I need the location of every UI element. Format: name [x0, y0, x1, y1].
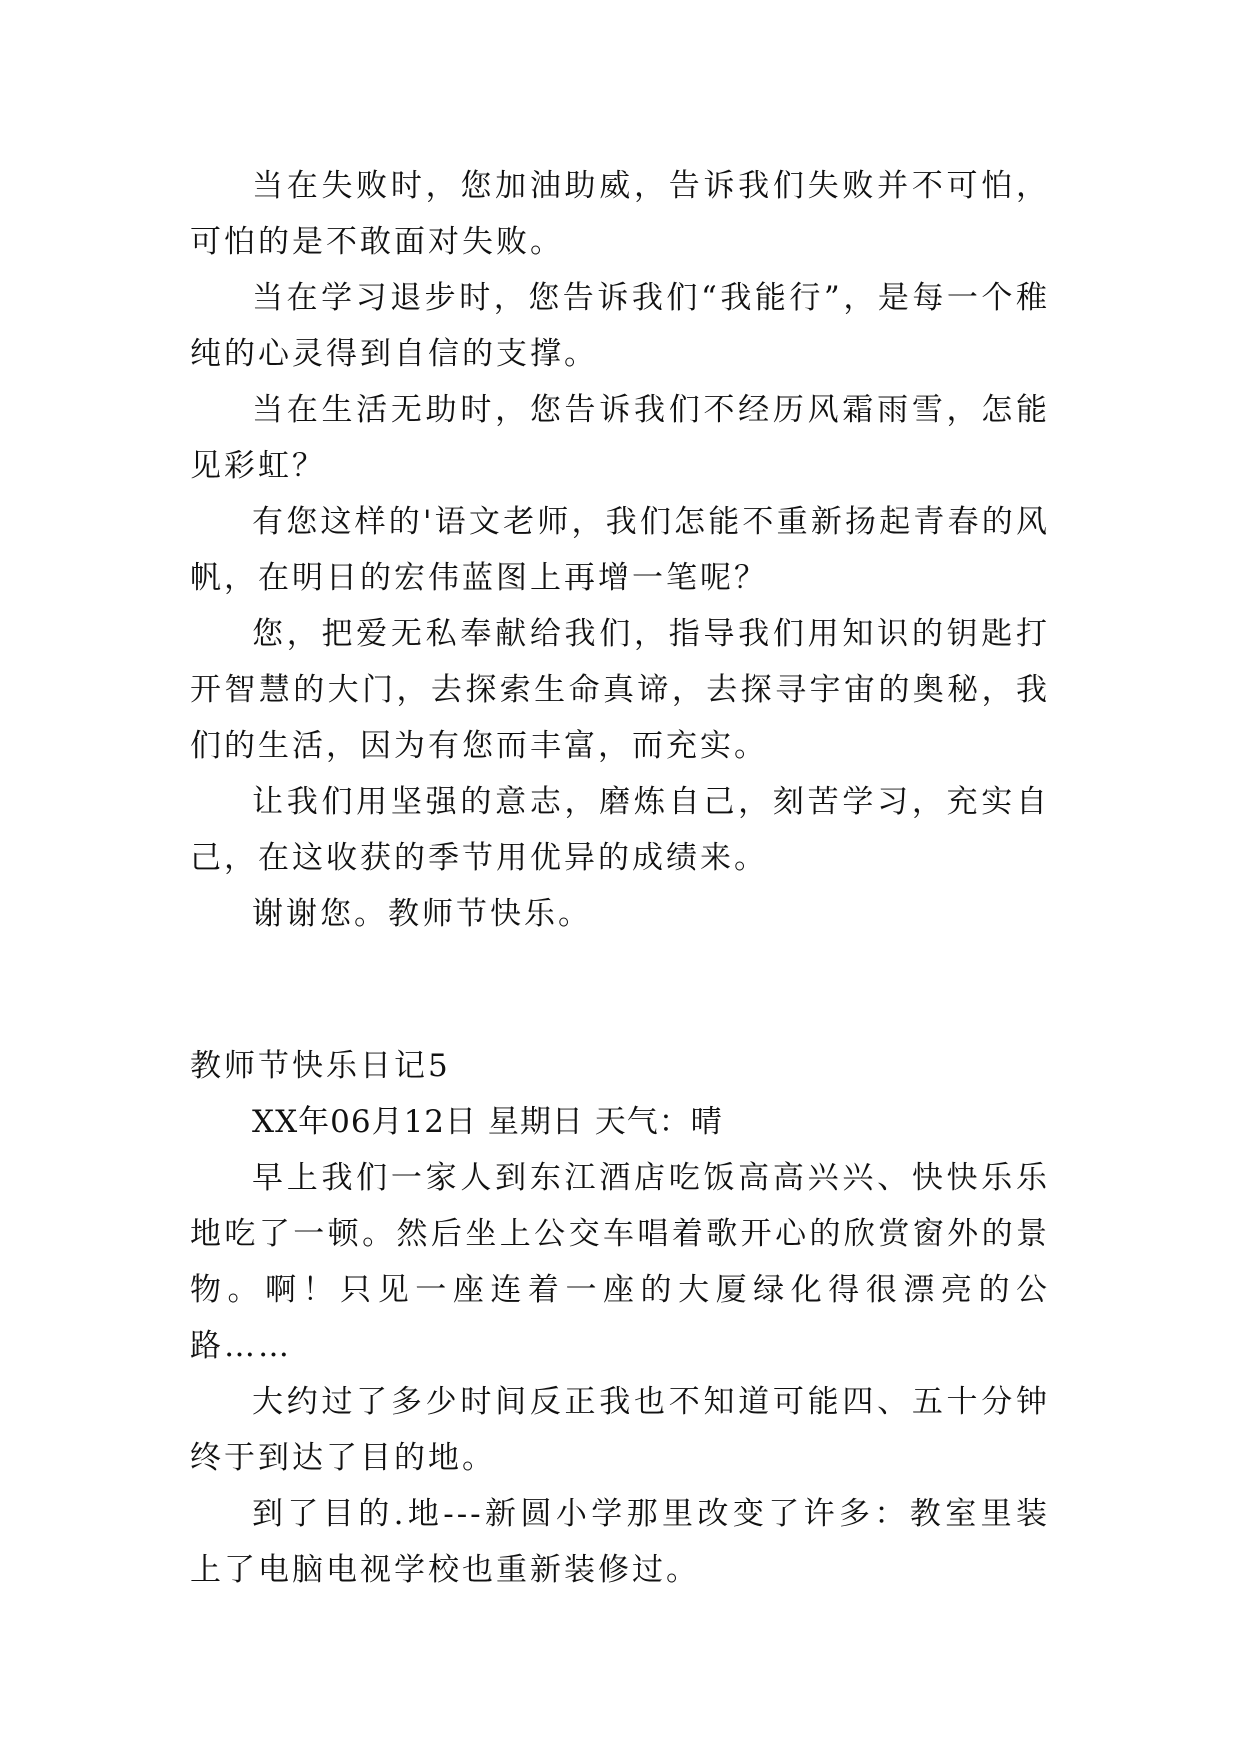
- paragraph: 当在学习退步时，您告诉我们“我能行”，是每一个稚纯的心灵得到自信的支撑。: [190, 280, 1050, 372]
- paragraph: 大约过了多少时间反正我也不知道可能四、五十分钟终于到达了目的地。: [190, 1384, 1050, 1476]
- document-body: [190, 158, 1050, 1598]
- paragraph: 到了目的.地---新圆小学那里改变了许多：教室里装上了电脑电视学校也重新装修过。: [190, 1496, 1050, 1588]
- paragraph: 当在失败时，您加油助威，告诉我们失败并不可怕，可怕的是不敢面对失败。: [190, 168, 1050, 260]
- paragraph: 有您这样的'语文老师，我们怎能不重新扬起青春的风帆，在明日的宏伟蓝图上再增一笔呢？: [190, 504, 1050, 596]
- diary-title: 教师节快乐日记5: [190, 1048, 451, 1084]
- paragraph: 当在生活无助时，您告诉我们不经历风霜雨雪，怎能见彩虹？: [190, 392, 1050, 484]
- paragraph: 您，把爱无私奉献给我们，指导我们用知识的钥匙打开智慧的大门，去探索生命真谛，去探寻宇宙的奥秘，我们的生活，因为有您而丰富，而充实。: [190, 616, 1050, 764]
- diary-date-line: XX年06月12日 星期日 天气：晴: [252, 1104, 723, 1140]
- paragraph: 让我们用坚强的意志，磨炼自己，刻苦学习，充实自己，在这收获的季节用优异的成绩来。: [190, 784, 1050, 876]
- section-gap: [190, 942, 1050, 1038]
- paragraph: 谢谢您。教师节快乐。: [252, 896, 592, 932]
- paragraph: 早上我们一家人到东江酒店吃饭高高兴兴、快快乐乐地吃了一顿。然后坐上公交车唱着歌开心的欣赏窗外的景物。啊！只见一座连着一座的大厦绿化得很漂亮的公路……: [190, 1160, 1050, 1364]
